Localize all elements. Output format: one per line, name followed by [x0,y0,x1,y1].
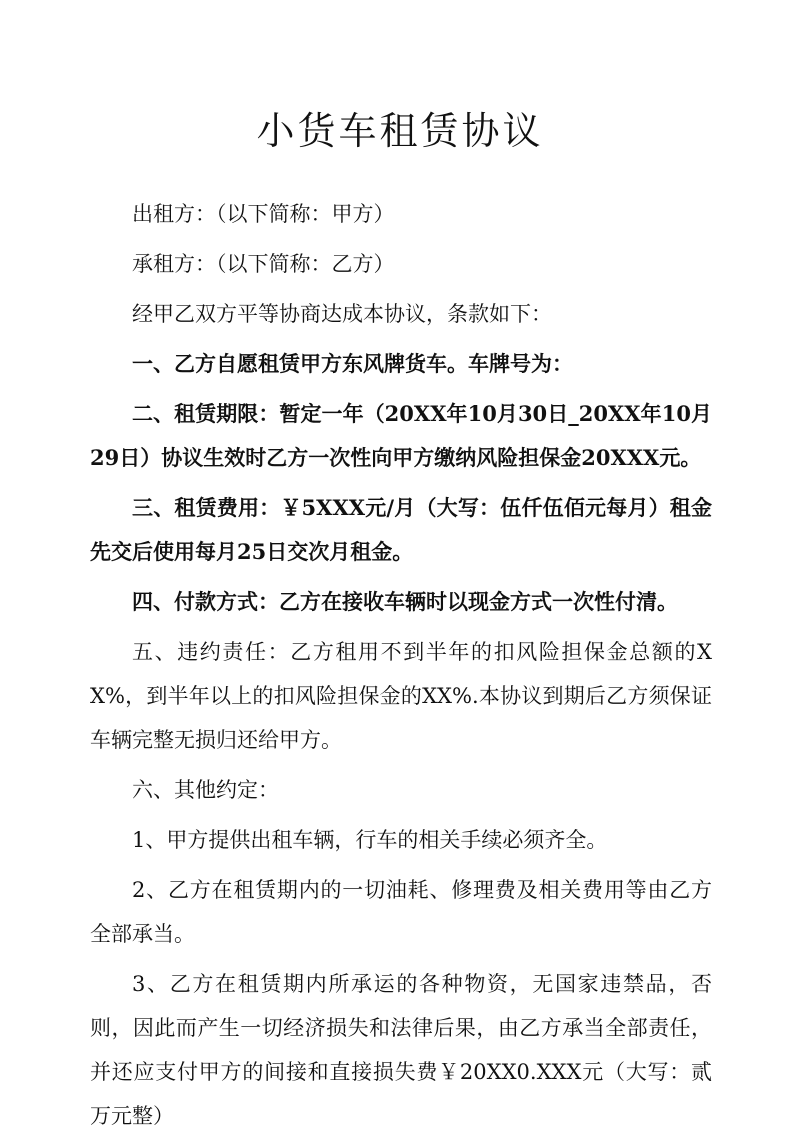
clause-6-item-2: 2、乙方在租赁期内的一切油耗、修理费及相关费用等由乙方全部承当。 [90,878,712,946]
clause-2: 二、租赁期限：暂定一年（20XX年10月30日_20XX年10月29日）协议生效时乙方一次性向甲方缴纳风险担保金20XXX元。 [90,401,712,470]
clause-1: 一、乙方自愿租赁甲方东风牌货车。车牌号为： [132,351,573,376]
clause-6-item-3: 3、乙方在租赁期内所承运的各种物资，无国家违禁品，否则，因此而产生一切经济损失和法律后果，由乙方承当全部责任，并还应支付甲方的间接和直接损失费￥20XX0.XXX元（大写：贰万元整） [90,972,712,1128]
paragraph-lessor: 出租方：（以下简称：甲方） [132,202,395,226]
paragraph-intro: 经甲乙双方平等协商达成本协议，条款如下： [132,302,552,326]
clause-4: 四、付款方式：乙方在接收车辆时以现金方式一次性付清。 [132,589,678,614]
paragraph-lessee: 承租方：（以下简称：乙方） [132,252,395,276]
clause-5: 五、违约责任：乙方租用不到半年的扣风险担保金总额的XX%，到半年以上的扣风险担保金的XX%.本协议到期后乙方须保证车辆完整无损归还给甲方。 [90,640,712,752]
clause-6-item-1: 1、甲方提供出租车辆，行车的相关手续必须齐全。 [132,828,608,852]
clause-3: 三、租赁费用：￥5XXX元/月（大写：伍仟伍佰元每月）租金先交后使用每月25日交次月租金。 [90,495,712,564]
document-title: 小货车租赁协议 [256,109,544,153]
document-body [90,192,712,1144]
clause-6: 六、其他约定： [132,778,279,802]
